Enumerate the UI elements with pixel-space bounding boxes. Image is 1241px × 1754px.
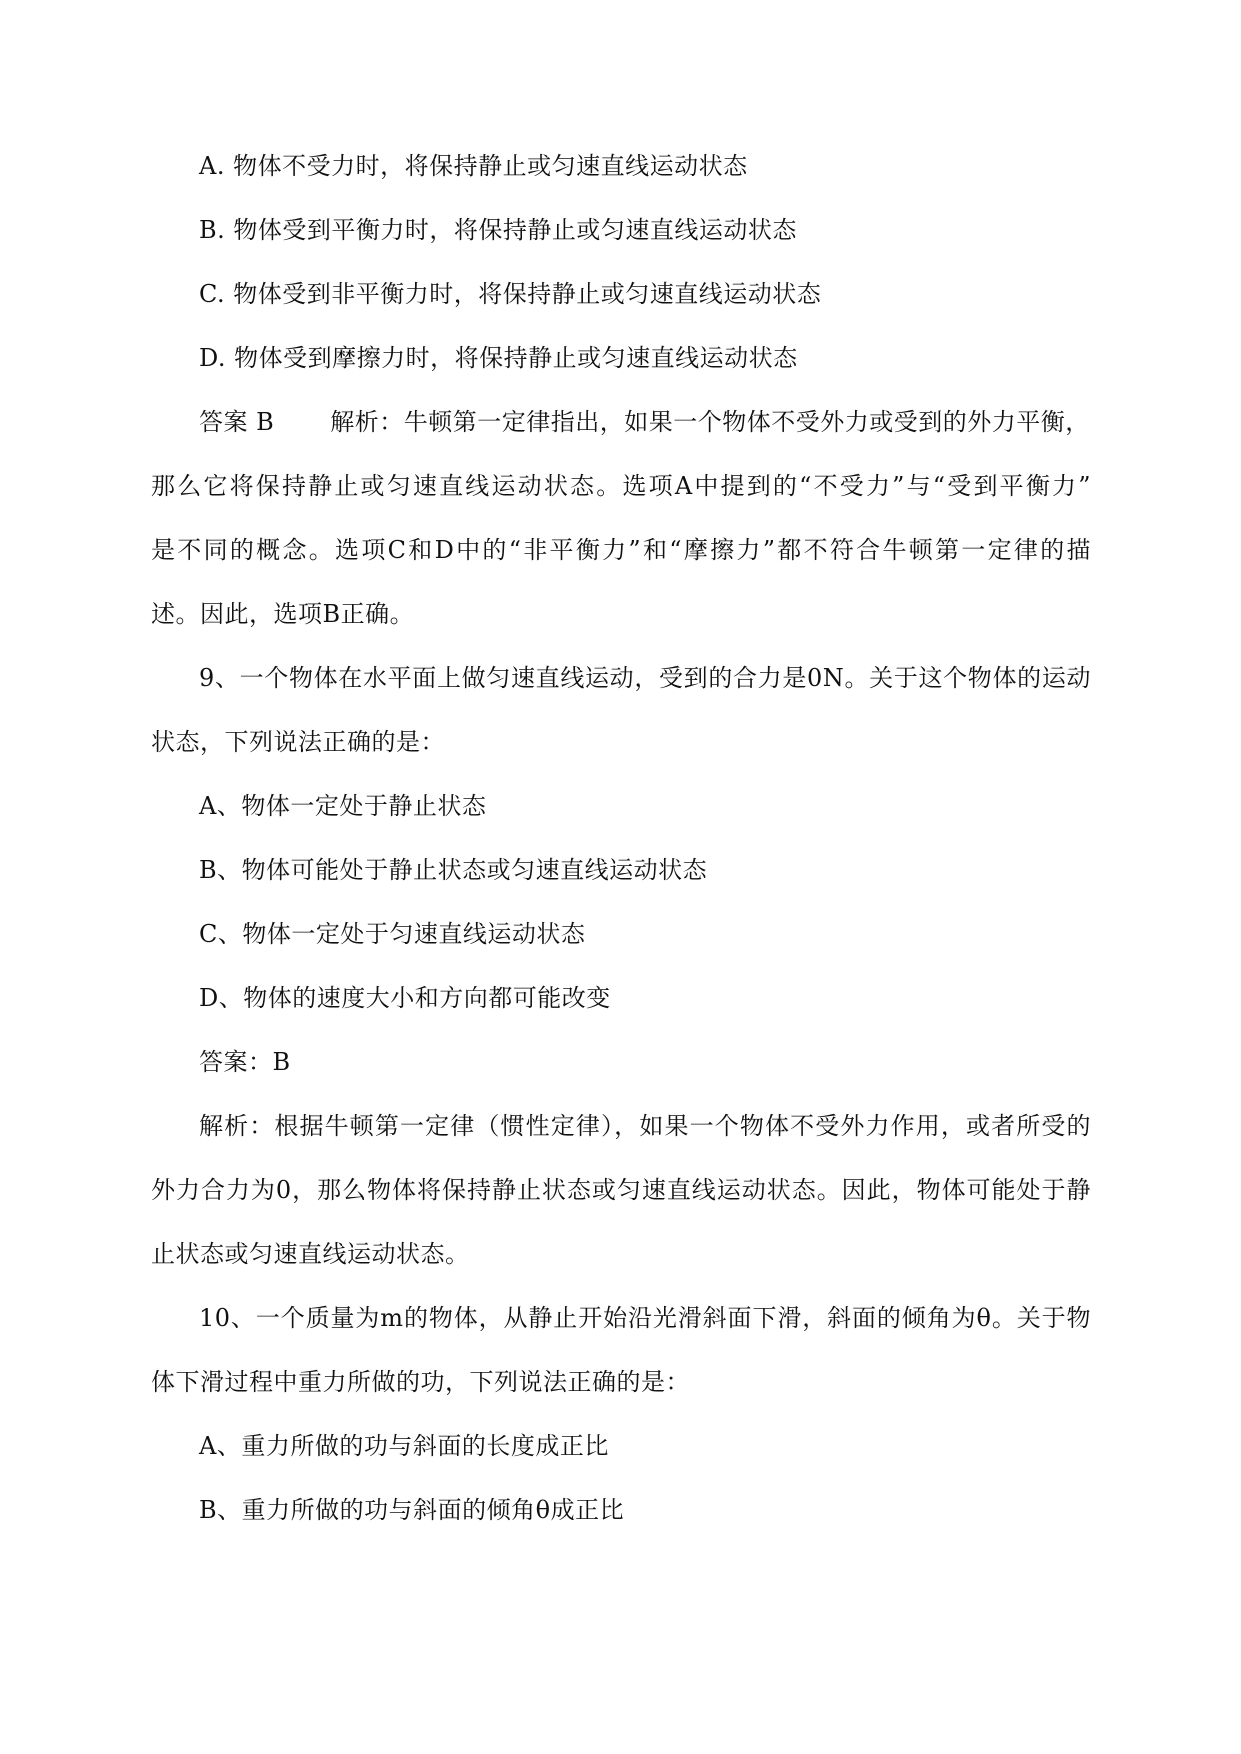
q9-stem-line-2: 状态，下列说法正确的是： [151,728,445,756]
q10-option-a: A、重力所做的功与斜面的长度成正比 [199,1432,609,1460]
q8-analysis-line-3: 是不同的概念。选项C和D中的“非平衡力”和“摩擦力”都不符合牛顿第一定律的描 [151,536,1091,564]
q8-analysis-line-2: 那么它将保持静止或匀速直线运动状态。选项A中提到的“不受力”与“受到平衡力” [151,472,1091,500]
q8-option-b: B. 物体受到平衡力时，将保持静止或匀速直线运动状态 [199,216,797,244]
q10-option-b: B、重力所做的功与斜面的倾角θ成正比 [199,1496,625,1524]
q8-analysis-line-1: 解析：牛顿第一定律指出，如果一个物体不受外力或受到的外力平衡， [330,408,1090,436]
q9-analysis-line-1: 解析：根据牛顿第一定律（惯性定律），如果一个物体不受外力作用，或者所受的 [199,1112,1091,1140]
q8-analysis-line-4: 述。因此，选项B正确。 [151,600,415,628]
q9-answer: 答案：B [199,1048,291,1076]
q9-option-c: C、物体一定处于匀速直线运动状态 [199,920,586,948]
q9-option-a: A、物体一定处于静止状态 [199,792,487,820]
q9-stem-line-1: 9、一个物体在水平面上做匀速直线运动，受到的合力是0N。关于这个物体的运动 [199,664,1091,692]
q8-option-c: C. 物体受到非平衡力时，将保持静止或匀速直线运动状态 [199,280,822,308]
q8-answer-line [199,406,1091,438]
q8-option-a: A. 物体不受力时，将保持静止或匀速直线运动状态 [199,152,748,180]
q9-option-b: B、物体可能处于静止状态或匀速直线运动状态 [199,856,708,884]
q10-stem-line-2: 体下滑过程中重力所做的功，下列说法正确的是： [151,1368,690,1396]
q9-option-d: D、物体的速度大小和方向都可能改变 [199,984,611,1012]
q9-analysis-line-2: 外力合力为0，那么物体将保持静止状态或匀速直线运动状态。因此，物体可能处于静 [151,1176,1091,1204]
q10-stem-line-1: 10、一个质量为m的物体，从静止开始沿光滑斜面下滑，斜面的倾角为θ。关于物 [199,1304,1091,1332]
q8-answer: 答案 B [199,408,275,436]
q9-analysis-line-3: 止状态或匀速直线运动状态。 [151,1240,470,1268]
q8-option-d: D. 物体受到摩擦力时，将保持静止或匀速直线运动状态 [199,344,798,372]
